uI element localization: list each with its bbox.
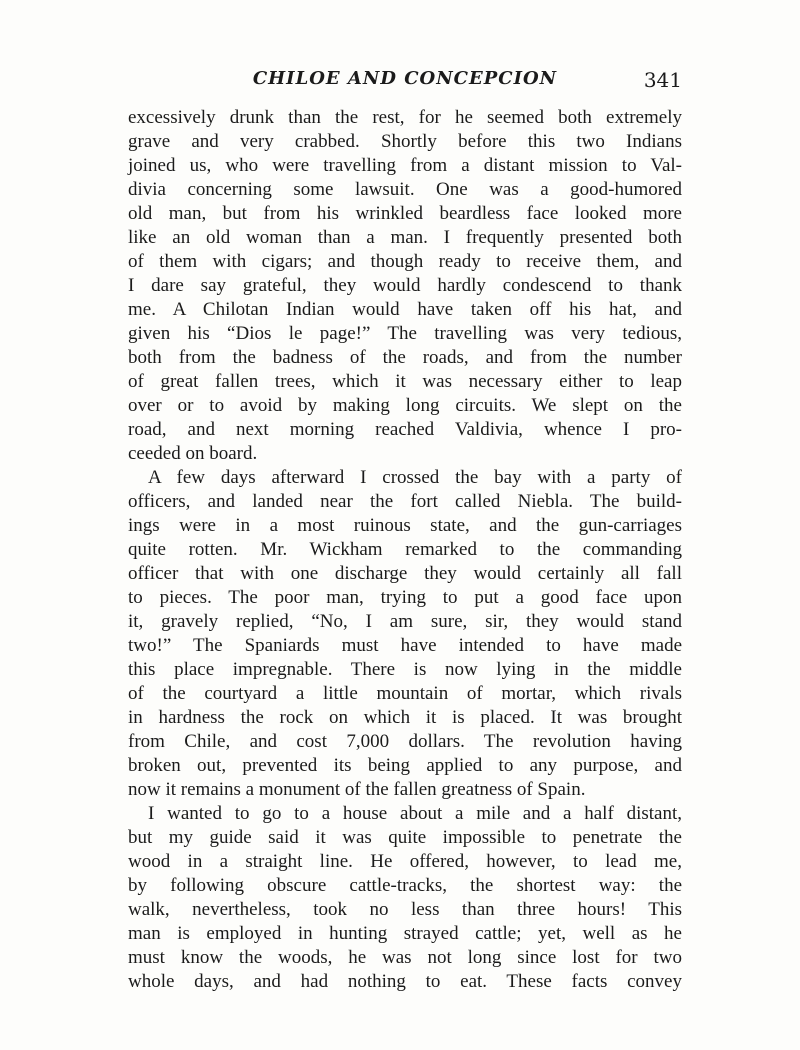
text-line: quite rotten. Mr. Wickham remarked to the commanding	[128, 539, 682, 560]
text-line: divia concerning some lawsuit. One was a good-humored	[128, 179, 682, 200]
text-line: excessively drunk than the rest, for he seemed both extremely	[128, 107, 682, 128]
text-line: man is employed in hunting strayed cattle; yet, well as he	[128, 923, 682, 944]
text-line: wood in a straight line. He offered, however, to lead me,	[128, 851, 682, 872]
text-line: in hardness the rock on which it is placed. It was brought	[128, 707, 682, 728]
paragraph-end-line: now it remains a monument of the fallen greatness of Spain.	[128, 779, 586, 800]
text-line: me. A Chilotan Indian would have taken off his hat, and	[128, 299, 682, 320]
text-line: old man, but from his wrinkled beardless face looked more	[128, 203, 682, 224]
paragraph-end-line: ceeded on board.	[128, 443, 258, 464]
text-line: to pieces. The poor man, trying to put a good face upon	[128, 587, 682, 608]
page-number: 341	[643, 68, 682, 92]
text-line: I dare say grateful, they would hardly condescend to thank	[128, 275, 682, 296]
text-line: it, gravely replied, “No, I am sure, sir, they would stand	[128, 611, 682, 632]
paragraph-start-line: A few days afterward I crossed the bay with a party of	[148, 467, 682, 488]
text-line: ings were in a most ruinous state, and the gun-carriages	[128, 515, 682, 536]
text-line: road, and next morning reached Valdivia, whence I pro-	[128, 419, 682, 440]
text-line: officer that with one discharge they would certainly all fall	[128, 563, 682, 584]
text-line: this place impregnable. There is now lying in the middle	[128, 659, 682, 680]
running-title: CHILOE AND CONCEPCION	[252, 68, 558, 89]
text-line: by following obscure cattle-tracks, the shortest way: the	[128, 875, 682, 896]
text-line: over or to avoid by making long circuits. We slept on the	[128, 395, 682, 416]
text-line: whole days, and had nothing to eat. These facts convey	[128, 971, 682, 992]
text-line: from Chile, and cost 7,000 dollars. The revolution having	[128, 731, 682, 752]
text-line: officers, and landed near the fort called Niebla. The build-	[128, 491, 682, 512]
text-line: broken out, prevented its being applied to any purpose, and	[128, 755, 682, 776]
text-line: must know the woods, he was not long since lost for two	[128, 947, 682, 968]
text-line: grave and very crabbed. Shortly before this two Indians	[128, 131, 682, 152]
text-line: given his “Dios le page!” The travelling was very tedious,	[128, 323, 682, 344]
text-line: of them with cigars; and though ready to receive them, and	[128, 251, 682, 272]
text-line: two!” The Spaniards must have intended to have made	[128, 635, 682, 656]
text-line: of great fallen trees, which it was necessary either to leap	[128, 371, 682, 392]
text-line: both from the badness of the roads, and from the number	[128, 347, 682, 368]
text-line: walk, nevertheless, took no less than three hours! This	[128, 899, 682, 920]
text-line: like an old woman than a man. I frequently presented both	[128, 227, 682, 248]
paragraph-start-line: I wanted to go to a house about a mile and a half distant,	[148, 803, 682, 824]
text-line: of the courtyard a little mountain of mortar, which rivals	[128, 683, 682, 704]
text-line: but my guide said it was quite impossible to penetrate the	[128, 827, 682, 848]
text-line: joined us, who were travelling from a distant mission to Val-	[128, 155, 682, 176]
body-text	[128, 106, 682, 994]
running-head	[128, 68, 682, 98]
